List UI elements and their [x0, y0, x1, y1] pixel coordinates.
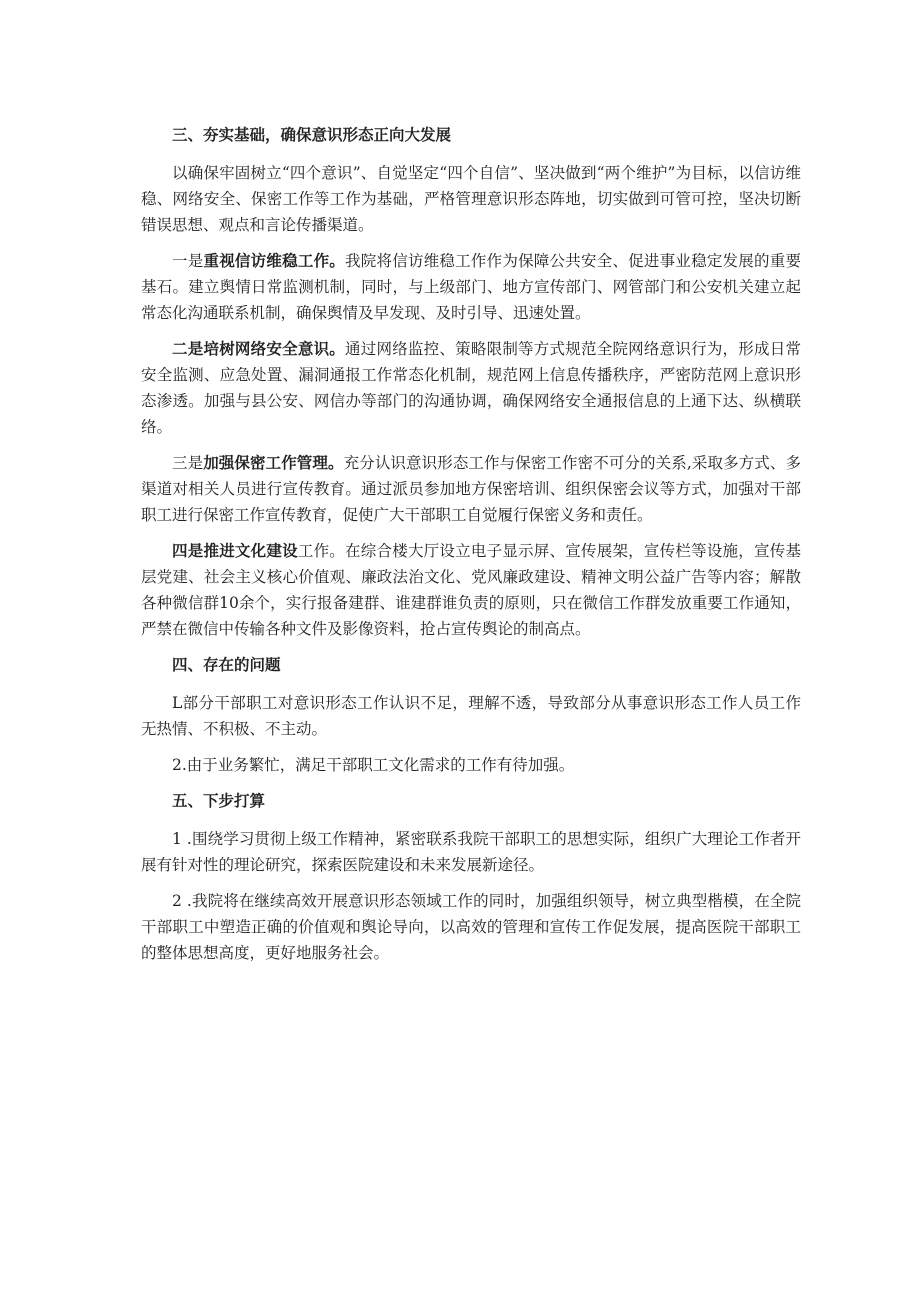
- item-1-prefix: 一是: [172, 252, 204, 270]
- section-3-heading: 三、夯实基础，确保意识形态正向大发展: [172, 126, 452, 144]
- item-4-body: 工作。在综合楼大厅设立电子显示屏、宣传展架，宣传栏等设施，宣传基层党建、社会主义核心价值观、廉政法治文化、党风廉政建设、精神文明公益广告等内容；解散各种微信群10余个，实行报备建群、谁建群谁负责的原则，只在微信工作群发放重要工作通知，严禁在微信中传输各种文件及影像资料，抢占宣传舆论的制高点。: [141, 542, 801, 638]
- item-4-lead: 四是推进文化建设: [172, 542, 298, 560]
- item-3-prefix: 三是: [172, 454, 204, 472]
- section-5-plan-1: 1 .围绕学习贯彻上级工作精神，紧密联系我院干部职工的思想实际，组织广大理论工作者开展有针对性的理论研究，探索医院建设和未来发展新途径。: [141, 830, 801, 874]
- item-3-body: 充分认识意识形态工作与保密工作密不可分的关系,采取多方式、多渠道对相关人员进行宣传教育。通过派员参加地方保密培训、组织保密会议等方式，加强对干部职工进行保密工作宣传教育，促使广大干部职工自觉履行保密义务和责任。: [141, 454, 801, 524]
- item-2-lead: 二是培树网络安全意识。: [172, 340, 346, 358]
- section-5-heading: 五、下步打算: [172, 792, 266, 810]
- item-1-body: 我院将信访维稳工作作为保障公共安全、促进事业稳定发展的重要基石。建立舆情日常监测机制，同时，与上级部门、地方宣传部门、网管部门和公安机关建立起常态化沟通联系机制，确保舆情及早发现、及时引导、迅速处置。: [141, 252, 801, 322]
- section-4-problem-1: L部分干部职工对意识形态工作认识不足，理解不透，导致部分从事意识形态工作人员工作无热情、不积极、不主动。: [141, 694, 801, 738]
- document-body: [141, 122, 801, 976]
- section-5-plan-2: 2 .我院将在继续高效开展意识形态领域工作的同时，加强组织领导，树立典型楷模，在全院干部职工中塑造正确的价值观和舆论导向，以高效的管理和宣传工作促发展，提高医院干部职工的整体思想高度，更好地服务社会。: [141, 892, 801, 962]
- section-3-item-3: [141, 450, 801, 528]
- section-4-problem-2: 2.由于业务繁忙，满足干部职工文化需求的工作有待加强。: [172, 756, 575, 774]
- section-3-item-2: [141, 336, 801, 440]
- item-2-body: 通过网络监控、策略限制等方式规范全院网络意识行为，形成日常安全监测、应急处置、漏洞通报工作常态化机制，规范网上信息传播秩序，严密防范网上意识形态渗透。加强与县公安、网信办等部门的沟通协调，确保网络安全通报信息的上通下达、纵横联络。: [141, 340, 801, 436]
- section-3-intro: 以确保牢固树立“四个意识”、自觉坚定“四个自信”、坚决做到“两个维护”为目标，以信访维稳、网络安全、保密工作等工作为基础，严格管理意识形态阵地，切实做到可管可控，坚决切断错误思想、观点和言论传播渠道。: [141, 164, 801, 234]
- item-1-lead: 重视信访维稳工作。: [203, 252, 346, 270]
- item-3-lead: 加强保密工作管理。: [203, 454, 344, 472]
- section-4-heading: 四、存在的问题: [172, 656, 281, 674]
- section-3-item-1: [141, 248, 801, 326]
- section-3-item-4: [141, 538, 801, 642]
